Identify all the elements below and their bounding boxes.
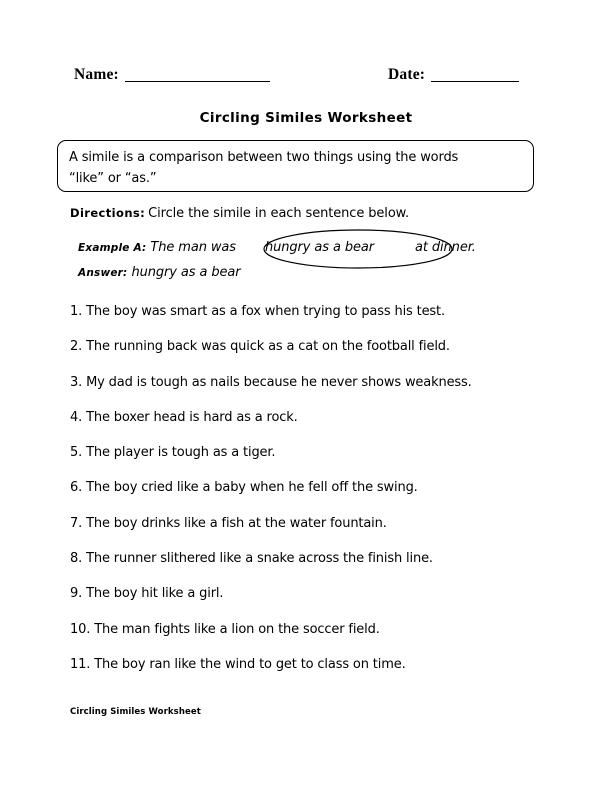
example-tail-text: at dinner.: [414, 240, 476, 255]
footer-label: Circling Similes Worksheet: [70, 707, 201, 717]
example-row: [78, 240, 578, 255]
question-item: 8. The runner slithered like a snake across the finish line.: [70, 551, 433, 567]
directions-label: Directions:: [70, 206, 146, 220]
answer-row: [78, 265, 241, 280]
directions-row: [70, 206, 550, 221]
date-label: Date:: [388, 66, 426, 83]
example-circled-simile: hungry as a bear: [264, 240, 375, 255]
name-label: Name:: [74, 66, 119, 83]
example-label: Example A:: [78, 242, 147, 254]
question-item: 10. The man fights like a lion on the soccer field.: [70, 621, 380, 637]
answer-text: hungry as a bear: [131, 265, 241, 280]
question-item: 4. The boxer head is hard as a rock.: [70, 409, 298, 425]
directions-text: Circle the simile in each sentence below.: [148, 206, 410, 221]
date-write-in-line[interactable]: [431, 81, 519, 82]
question-item: 1. The boy was smart as a fox when trying to pass his test.: [70, 304, 445, 319]
question-item: 9. The boy hit like a girl.: [70, 586, 224, 602]
question-list: [70, 303, 570, 691]
page-title: Circling Similes Worksheet: [199, 110, 413, 126]
name-field-group: [74, 66, 270, 84]
date-field-group: [388, 66, 519, 84]
question-item: 7. The boy drinks like a fish at the water fountain.: [70, 515, 387, 531]
definition-line-1: A simile is a comparison between two things using the words: [69, 150, 459, 165]
definition-line-2: “like” or “as.”: [69, 171, 157, 186]
example-lead-text: The man was: [150, 240, 236, 255]
question-item: 6. The boy cried like a baby when he fell off the swing.: [70, 480, 418, 496]
question-item: 2. The running back was quick as a cat on the football field.: [70, 339, 450, 355]
answer-label: Answer:: [78, 267, 128, 279]
header-row: [0, 66, 612, 92]
question-item: 3. My dad is tough as nails because he never shows weakness.: [70, 374, 472, 390]
question-item: 11. The boy ran like the wind to get to class on time.: [70, 656, 406, 672]
name-write-in-line[interactable]: [125, 81, 270, 82]
definition-box: [57, 140, 534, 192]
question-item: 5. The player is tough as a tiger.: [70, 445, 276, 461]
